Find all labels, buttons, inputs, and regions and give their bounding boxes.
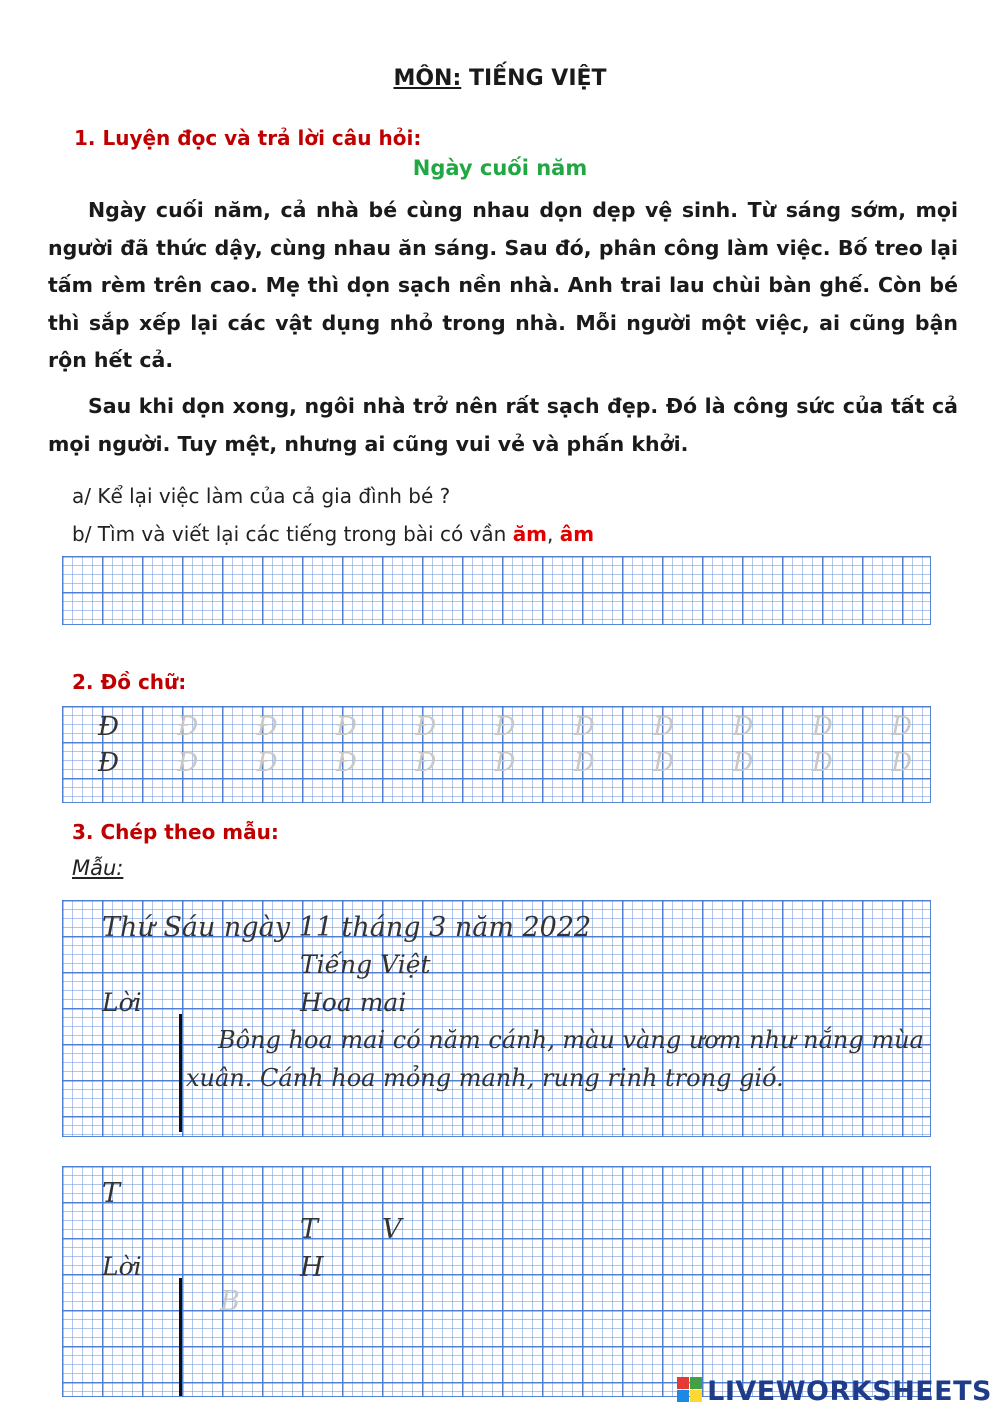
- practice-letter-t: T: [102, 1178, 121, 1209]
- liveworksheets-text: LIVEWORKSHEETS: [707, 1376, 992, 1407]
- margin-line: [179, 1014, 182, 1132]
- practice-margin-line: [179, 1278, 182, 1396]
- trace-letter[interactable]: Đ: [335, 748, 357, 778]
- sample-line-1: Bông hoa mai có năm cánh, màu vàng ươm như nắng mùa: [218, 1026, 924, 1054]
- practice-letter-b: B: [220, 1286, 240, 1317]
- rhyme-am: ăm: [512, 522, 548, 546]
- trace-letter[interactable]: Đ: [811, 748, 833, 778]
- trace-letter[interactable]: Đ: [732, 748, 754, 778]
- practice-lesson-prefix: Lời: [102, 1252, 142, 1281]
- rhyme-aam: âm: [559, 522, 595, 546]
- trace-letter[interactable]: Đ: [415, 748, 437, 778]
- practice-grid[interactable]: [62, 1166, 931, 1397]
- story-title: Ngày cuối năm: [412, 156, 588, 180]
- trace-letter[interactable]: Đ: [177, 748, 199, 778]
- page-title: [0, 66, 1000, 91]
- practice-letter-v: V: [382, 1214, 402, 1245]
- trace-letter[interactable]: Đ: [653, 748, 675, 778]
- story-paragraph-2: Sau khi dọn xong, ngôi nhà trở nên rất sạch đẹp. Đó là công sức của tất cả mọi người. Tuy mệt, nhưng ai cũng vui vẻ và phấn khởi.: [48, 394, 958, 456]
- trace-letter[interactable]: Đ: [256, 712, 278, 742]
- subject-label: MÔN:: [393, 66, 462, 91]
- sample-date-line: Thứ Sáu ngày 11 tháng 3 năm 2022: [102, 912, 592, 943]
- trace-letter[interactable]: Đ: [335, 712, 357, 742]
- sample-lesson-prefix: Lời: [102, 988, 142, 1017]
- section2-title: 2. Đồ chữ:: [72, 670, 187, 694]
- trace-letter[interactable]: Đ: [494, 748, 516, 778]
- story-paragraph-1: Ngày cuối năm, cả nhà bé cùng nhau dọn dẹp vệ sinh. Từ sáng sớm, mọi người đã thức dậy, cùng nhau ăn sáng. Sau đó, phân công làm việc. Bố treo lại tấm rèm trên cao. Mẹ thì dọn sạch nền nhà. Anh trai lau chùi bàn ghế. Còn bé thì sắp xếp lại các vật dụng nhỏ trong nhà. Mỗi người một việc, ai cũng bận rộn hết cả.: [48, 198, 958, 372]
- practice-letter-t2: T: [300, 1214, 319, 1245]
- practice-letter-h: H: [300, 1252, 324, 1283]
- section3-title: 3. Chép theo mẫu:: [72, 820, 279, 844]
- trace-letter[interactable]: Đ: [573, 712, 595, 742]
- trace-letter[interactable]: Đ: [494, 712, 516, 742]
- trace-letter[interactable]: Đ: [653, 712, 675, 742]
- question-b-text: b/ Tìm và viết lại các tiếng trong bài có vần: [72, 522, 513, 546]
- liveworksheets-mark-icon: [677, 1377, 703, 1403]
- sample-line-2: xuân. Cánh hoa mỏng manh, rung rinh trong gió.: [186, 1064, 784, 1092]
- trace-letter[interactable]: Đ: [891, 712, 912, 742]
- trace-letter[interactable]: Đ: [256, 748, 278, 778]
- trace-letter[interactable]: Đ: [573, 748, 595, 778]
- trace-letter[interactable]: Đ: [177, 712, 199, 742]
- sample-grid: [62, 900, 931, 1137]
- sample-lesson-title: Hoa mai: [300, 988, 407, 1017]
- tracing-grid[interactable]: [62, 706, 931, 803]
- rhyme-separator: ,: [547, 522, 560, 546]
- answer-grid-1[interactable]: [62, 556, 931, 625]
- sample-subject: Tiếng Việt: [300, 950, 431, 979]
- subject-value: TIẾNG VIỆT: [468, 66, 607, 91]
- question-a: a/ Kể lại việc làm của cả gia đình bé ?: [72, 484, 451, 508]
- model-letter: Đ: [98, 748, 119, 778]
- model-letter: Đ: [98, 712, 119, 742]
- trace-letter[interactable]: Đ: [415, 712, 437, 742]
- trace-letter[interactable]: Đ: [891, 748, 912, 778]
- liveworksheets-logo: [677, 1376, 992, 1407]
- section1-title: 1. Luyện đọc và trả lời câu hỏi:: [74, 126, 422, 150]
- trace-letter[interactable]: Đ: [811, 712, 833, 742]
- sample-label: Mẫu:: [72, 856, 124, 880]
- question-b: [72, 522, 594, 546]
- trace-letter[interactable]: Đ: [732, 712, 754, 742]
